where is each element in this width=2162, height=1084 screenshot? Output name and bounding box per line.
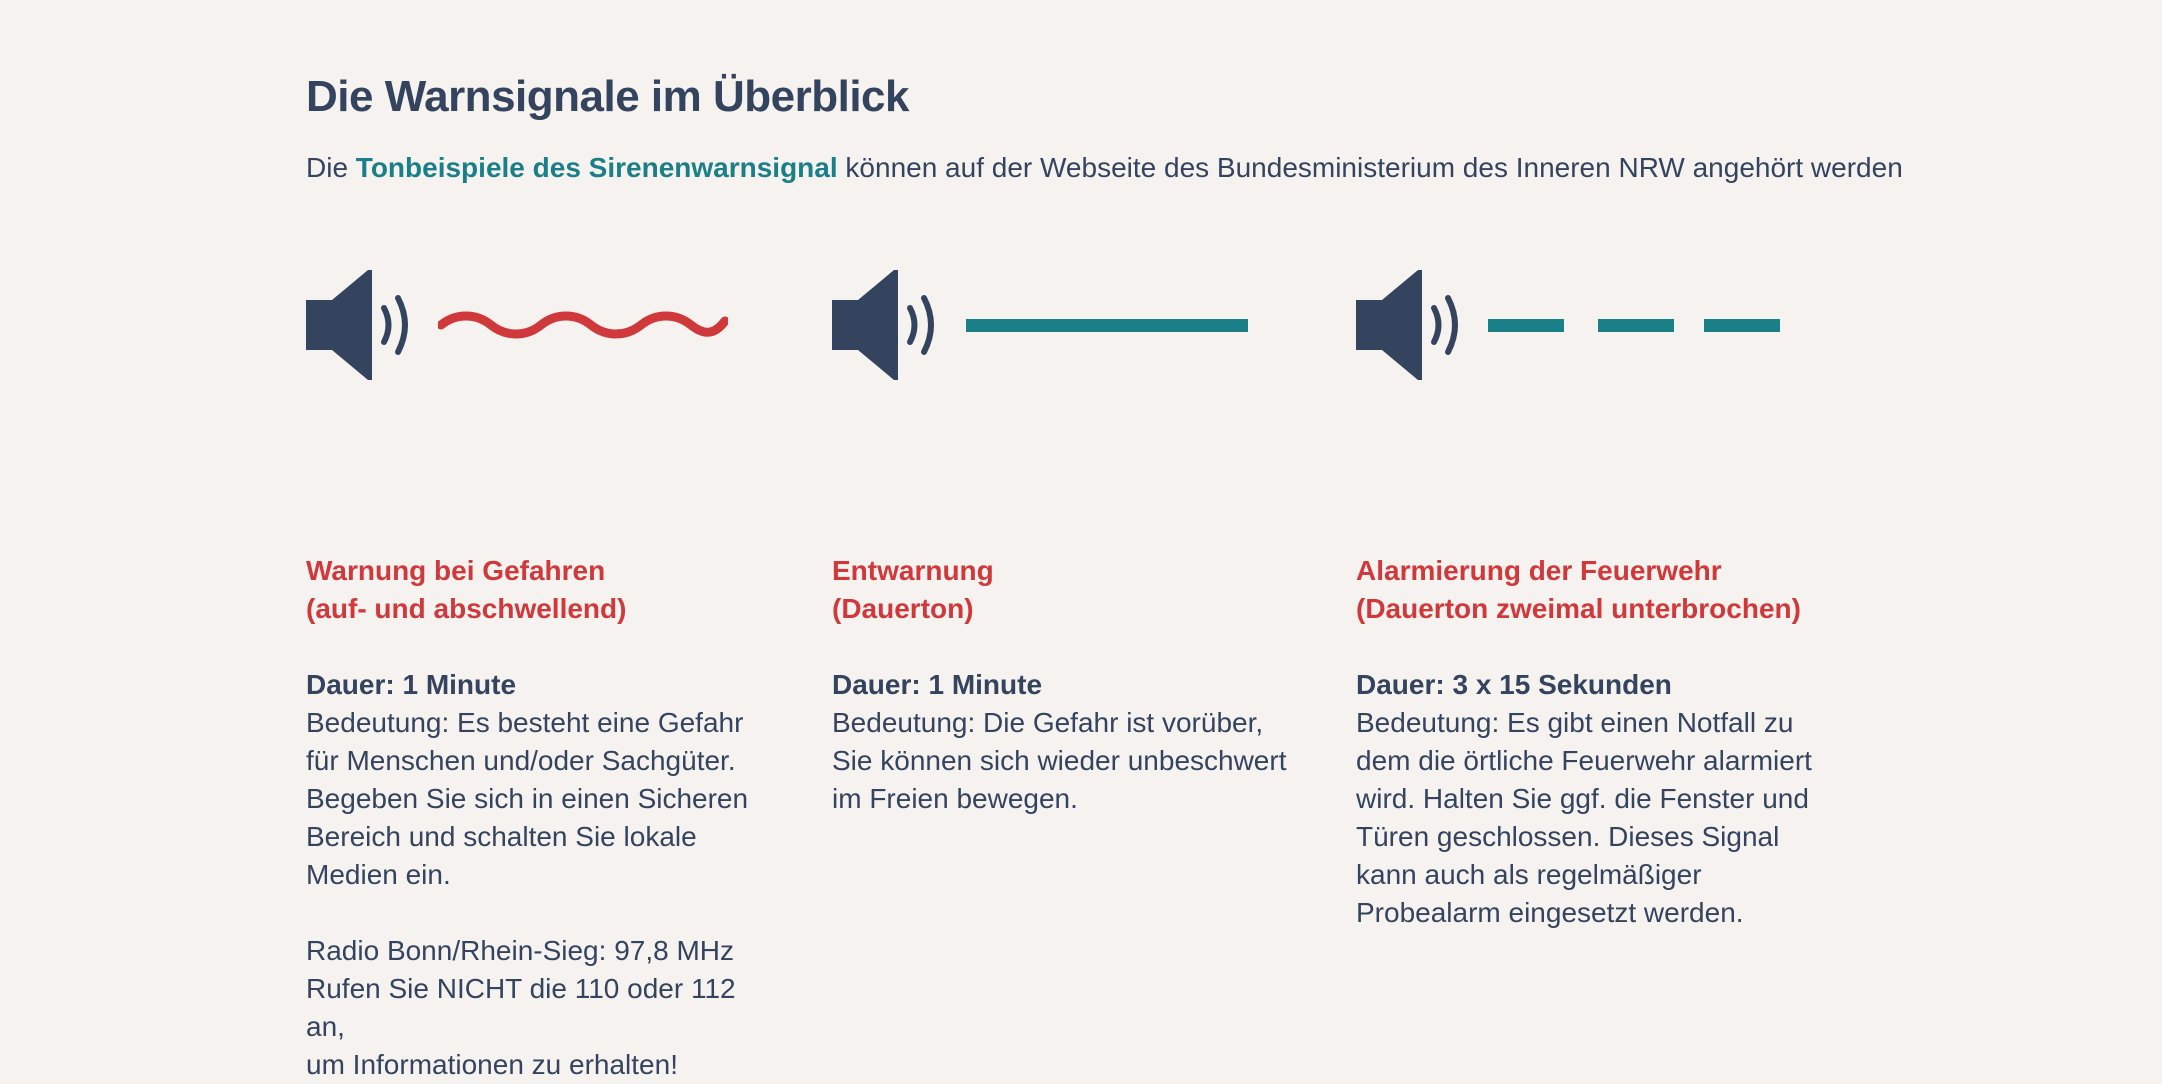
signal-duration: Dauer: 1 Minute (832, 669, 1043, 700)
meaning-line: kann auch als regelmäßiger (1356, 859, 1702, 890)
signal-meaning (832, 704, 1302, 818)
signal-heading-line2: (auf- und abschwellend) (306, 593, 627, 624)
meaning-line: Begeben Sie sich in einen Sicheren (306, 783, 749, 814)
signal-extra-info (306, 932, 776, 1084)
signal-meaning (1356, 704, 1826, 932)
sound-examples-link[interactable]: Tonbeispiele des Sirenenwarnsignal (355, 152, 838, 183)
page-title: Die Warnsignale im Überblick (306, 72, 909, 121)
meaning-line: Bedeutung: Es besteht eine Gefahr (306, 707, 744, 738)
intro-suffix: können auf der Webseite des Bundesministerium des Inneren NRW angehört werden (837, 152, 1903, 183)
meaning-line: Türen geschlossen. Dieses Signal (1356, 821, 1780, 852)
meaning-line: Probealarm eingesetzt werden. (1356, 897, 1744, 928)
meaning-line: Bedeutung: Es gibt einen Notfall zu (1356, 707, 1794, 738)
signal-duration: Dauer: 1 Minute (306, 669, 517, 700)
intro-prefix: Die (306, 152, 356, 183)
meaning-line: Medien ein. (306, 859, 451, 890)
wave-pattern-icon (438, 305, 728, 345)
signal-graphic (832, 270, 1302, 380)
interrupted-tone-icon (1488, 305, 1788, 345)
extra-line: Rufen Sie NICHT die 110 oder 112 an, (306, 973, 736, 1042)
meaning-line: Bedeutung: Die Gefahr ist vorüber, (832, 707, 1264, 738)
signal-graphic (1356, 270, 1826, 380)
meaning-line: wird. Halten Sie ggf. die Fenster und (1356, 783, 1809, 814)
signal-heading-line2: (Dauerton zweimal unterbrochen) (1356, 593, 1801, 624)
signal-graphic (306, 270, 776, 380)
signal-card-warning (306, 270, 776, 1084)
signal-heading-line1: Warnung bei Gefahren (306, 555, 606, 586)
speaker-icon (832, 270, 944, 380)
signal-heading-line1: Alarmierung der Feuerwehr (1356, 555, 1722, 586)
signal-heading-line2: (Dauerton) (832, 593, 974, 624)
extra-line: Radio Bonn/Rhein-Sieg: 97,8 MHz (306, 935, 735, 966)
meaning-line: für Menschen und/oder Sachgüter. (306, 745, 736, 776)
speaker-icon (306, 270, 418, 380)
signal-duration: Dauer: 3 x 15 Sekunden (1356, 669, 1672, 700)
continuous-tone-icon (964, 305, 1254, 345)
signal-heading (306, 552, 776, 628)
signal-heading (1356, 552, 1826, 628)
speaker-icon (1356, 270, 1468, 380)
meaning-line: im Freien bewegen. (832, 783, 1078, 814)
extra-line: um Informationen zu erhalten! (306, 1049, 678, 1080)
meaning-line: Sie können sich wieder unbeschwert (832, 745, 1287, 776)
signal-card-fire-brigade (1356, 270, 1826, 932)
intro-text (306, 152, 1903, 184)
meaning-line: dem die örtliche Feuerwehr alarmiert (1356, 745, 1812, 776)
signal-heading-line1: Entwarnung (832, 555, 994, 586)
signal-card-all-clear (832, 270, 1302, 818)
signal-heading (832, 552, 1302, 628)
signal-meaning (306, 704, 776, 894)
meaning-line: Bereich und schalten Sie lokale (306, 821, 697, 852)
